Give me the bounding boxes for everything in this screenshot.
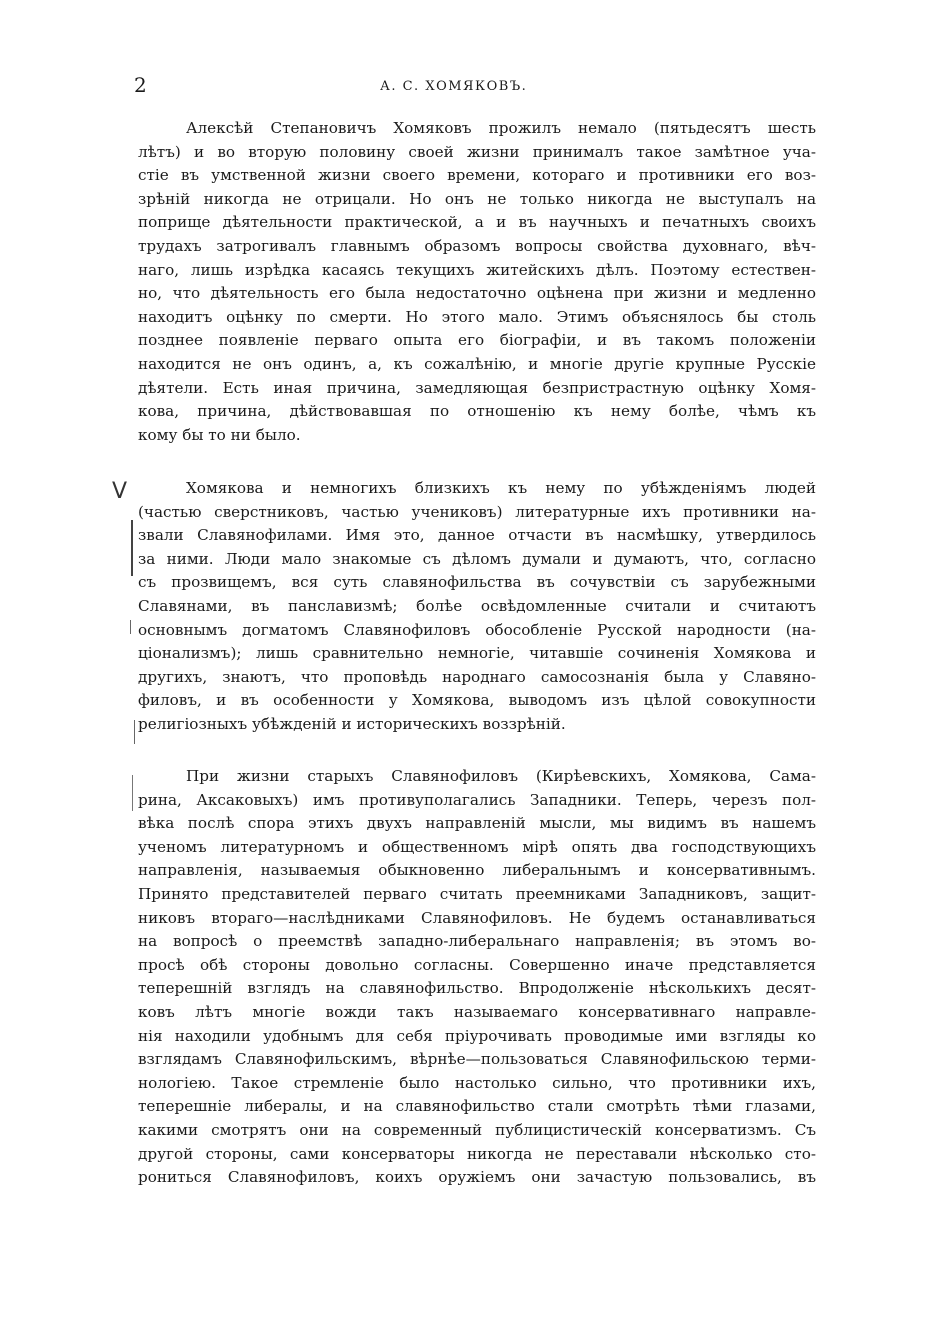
page-number: 2 [134,73,147,97]
margin-checkmark: V [112,479,128,504]
text-line: позднее появленіе перваго опыта его біографіи, и въ такомъ положеніи [138,331,816,350]
text-line: находитъ оцѣнку по смерти. Но этого мало. Этимъ объяснялось бы столь [138,307,816,326]
text-line: вѣка послѣ спора этихъ двухъ направленій мысли, мы видимъ въ нашемъ [138,814,816,833]
text-line: дѣятели. Есть иная причина, замедляющая безпристрастную оцѣнку Хомя- [138,378,816,397]
text-line: какими смотрятъ они на современный публицистическій консерватизмъ. Съ [138,1120,816,1139]
text-line: поприще дѣятельности практической, а и въ научныхъ и печатныхъ своихъ [138,213,816,232]
text-line: никовъ втораго—наслѣдниками Славянофиловъ. Не будемъ останавливаться [138,908,816,927]
running-head: А. С. ХОМЯКОВЪ. [380,79,528,94]
text-line: но, что дѣятельность его была недостаточно оцѣнена при жизни и медленно [138,284,816,303]
text-line: теперешній взглядъ на славянофильство. Впродолженіе нѣсколькихъ десят- [138,979,816,998]
text-line: нологіею. Такое стремленіе было настолько сильно, что противники ихъ, [138,1073,816,1092]
text-line: основнымъ догматомъ Славянофиловъ обособленіе Русской народности (на- [138,620,816,639]
text-line: кому бы то ни было. [138,425,301,444]
text-line: на вопросѣ о преемствѣ западно-либеральнаго направленія; въ этомъ во- [138,932,816,951]
text-line: нія находили удобнымъ для себя пріурочивать проводимые ими взгляды ко [138,1026,816,1045]
text-line: направленія, называемыя обыкновенно либеральнымъ и консервативнымъ. [138,861,816,880]
text-line: стіе въ умственной жизни своего времени, котораго и противники его воз- [138,166,816,185]
text-line: ковъ лѣтъ многіе вожди такъ называемаго консервативнаго направле- [138,1002,816,1021]
margin-pencil-line [132,775,133,811]
text-line: находится не онъ одинъ, а, къ сожалѣнію, и многіе другіе крупные Русскіе [138,354,816,373]
text-line: теперешніе либералы, и на славянофильство стали смотрѣть тѣми глазами, [138,1097,816,1116]
text-line: Славянами, въ панславизмѣ; болѣе освѣдомленные считали и считаютъ [138,596,816,615]
text-line: взглядамъ Славянофильскимъ, вѣрнѣе—пользоваться Славянофильскою терми- [138,1050,816,1069]
text-line: другихъ, знаютъ, что проповѣдь народнаго самосознанія была у Славяно- [138,667,816,686]
text-line: При жизни старыхъ Славянофиловъ (Кирѣевскихъ, Хомякова, Сама- [186,767,816,785]
text-line: за ними. Люди мало знакомые съ дѣломъ думали и думаютъ, что, согласно [138,549,816,568]
paragraph-3 [138,765,816,1190]
paragraph-1 [138,117,816,447]
paragraph-2 [138,477,816,737]
text-line: (частью сверстниковъ, частью учениковъ) литературные ихъ противники на- [138,502,816,521]
text-line: наго, лишь изрѣдка касаясь текущихъ житейскихъ дѣлъ. Поэтому естествен- [138,260,816,279]
text-line: трудахъ затрогивалъ главнымъ образомъ вопросы свойства духовнаго, вѣч- [138,236,816,255]
text-line: звали Славянофилами. Имя это, данное отчасти въ насмѣшку, утвердилось [138,526,816,545]
margin-pencil-line [130,620,131,634]
text-line: съ прозвищемъ, вся суть славянофильства въ сочувствіи съ зарубежными [138,573,816,592]
text-line: Принято представителей перваго считать преемниками Западниковъ, защит- [138,884,816,903]
text-line: религіозныхъ убѣжденій и историческихъ воззрѣній. [138,714,566,733]
text-line: рина, Аксаковыхъ) имъ противуполагались Западники. Теперь, черезъ пол- [138,790,816,809]
margin-pencil-line [131,520,133,576]
text-line: филовъ, и въ особенности у Хомякова, выводомъ изъ цѣлой совокупности [138,691,816,710]
margin-pencil-line [134,720,135,744]
text-line: Алексѣй Степановичъ Хомяковъ прожилъ немало (пятьдесятъ шесть [186,119,816,137]
text-line: другой стороны, сами консерваторы никогда не переставали нѣсколько сто- [138,1144,816,1163]
text-line: кова, причина, дѣйствовавшая по отношенію къ нему болѣе, чѣмъ къ [138,402,816,421]
text-line: лѣтъ) и во вторую половину своей жизни принималъ такое замѣтное уча- [138,142,816,161]
text-line: ціонализмъ); лишь сравнительно немногіе, читавшіе сочиненія Хомякова и [138,644,816,663]
text-line: ученомъ литературномъ и общественномъ мірѣ опять два господствующихъ [138,837,816,856]
text-line: рониться Славянофиловъ, коихъ оружіемъ они зачастую пользовались, въ [138,1168,816,1187]
text-line: просѣ обѣ стороны довольно согласны. Совершенно иначе представляется [138,955,816,974]
text-line: Хомякова и немногихъ близкихъ къ нему по убѣжденіямъ людей [186,479,816,497]
text-line: зрѣній никогда не отрицали. Но онъ не только никогда не выступалъ на [138,189,816,208]
